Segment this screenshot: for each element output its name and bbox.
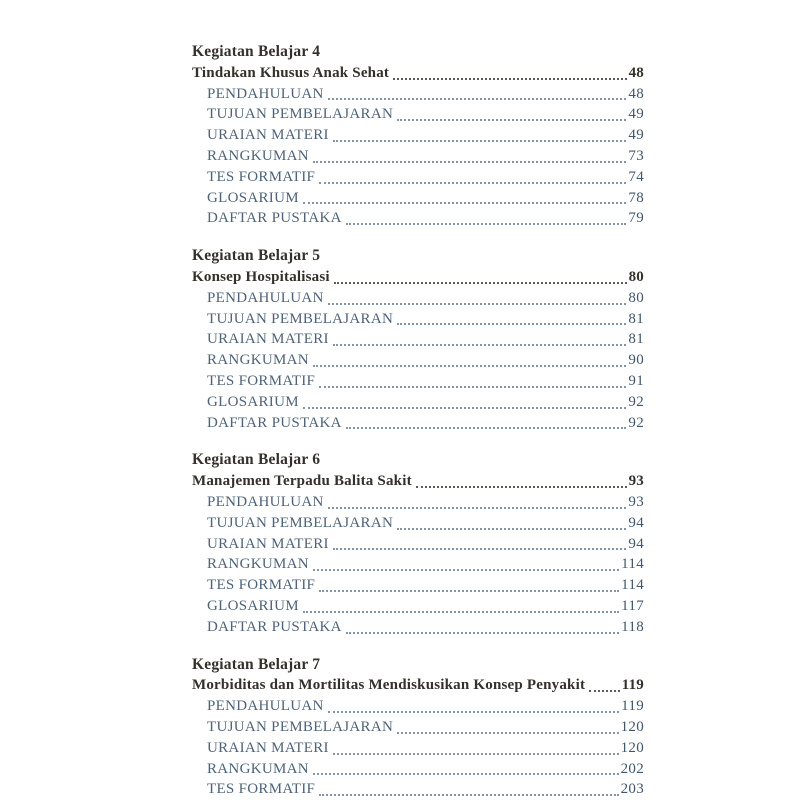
toc-item-page-number: 202 — [620, 760, 644, 777]
toc-item-page-number: 120 — [620, 739, 644, 756]
toc-item-list — [192, 696, 644, 800]
toc-item-label: DAFTAR PUSTAKA — [207, 210, 342, 227]
toc-item-row — [192, 104, 644, 125]
toc-item-page-number: 117 — [621, 597, 644, 614]
toc-item-page-number: 203 — [620, 781, 644, 798]
dot-leader — [397, 732, 618, 734]
dot-leader — [303, 202, 627, 204]
toc-block-heading: Kegiatan Belajar 6 — [192, 451, 321, 469]
toc-block — [192, 42, 644, 229]
toc-chapter-title-row — [192, 675, 644, 696]
dot-leader — [397, 323, 626, 325]
toc-item-label: URAIAN MATERI — [207, 739, 329, 756]
dot-leader — [333, 753, 619, 755]
dot-leader — [333, 344, 627, 346]
toc-item-label: PENDAHULUAN — [207, 289, 324, 306]
toc-block-heading: Kegiatan Belajar 4 — [192, 43, 321, 60]
dot-leader — [328, 98, 627, 100]
toc-item-row — [192, 146, 644, 167]
toc-item-page-number: 120 — [620, 718, 644, 735]
toc-item-row — [192, 309, 644, 330]
dot-leader — [397, 528, 626, 530]
toc-item-label: DAFTAR PUSTAKA — [207, 414, 342, 431]
toc-chapter-page-number: 48 — [628, 64, 644, 81]
dot-leader — [313, 365, 627, 367]
toc-item-label: TES FORMATIF — [207, 168, 316, 185]
toc-block-heading: Kegiatan Belajar 7 — [192, 655, 321, 673]
toc-item-row — [192, 329, 644, 350]
toc-item-page-number: 74 — [628, 168, 644, 185]
toc-item-row — [192, 513, 644, 534]
toc-chapter-title: Manajemen Terpadu Balita Sakit — [192, 473, 412, 490]
toc-item-row — [192, 288, 644, 309]
toc-item-page-number: 48 — [628, 85, 644, 102]
toc-item-label: URAIAN MATERI — [207, 535, 329, 552]
dot-leader — [328, 303, 627, 305]
dot-leader — [393, 78, 626, 80]
dot-leader — [319, 386, 626, 388]
toc-item-label: TUJUAN PEMBELAJARAN — [207, 514, 394, 531]
dot-leader — [416, 486, 627, 488]
toc-item-label: TES FORMATIF — [207, 781, 316, 798]
toc-item-label: PENDAHULUAN — [207, 698, 324, 715]
toc-item-row — [192, 125, 644, 146]
table-of-contents — [192, 42, 644, 800]
toc-item-row — [192, 696, 644, 717]
dot-leader — [333, 548, 627, 550]
toc-chapter-page-number: 93 — [628, 473, 644, 490]
toc-item-label: PENDAHULUAN — [207, 493, 324, 510]
toc-item-list — [192, 288, 644, 434]
toc-item-label: DAFTAR PUSTAKA — [207, 618, 342, 635]
toc-item-page-number: 49 — [628, 127, 644, 144]
toc-item-page-number: 80 — [628, 289, 644, 306]
toc-item-page-number: 92 — [628, 414, 644, 431]
toc-item-label: GLOSARIUM — [207, 597, 299, 614]
toc-item-label: RANGKUMAN — [207, 556, 309, 573]
toc-item-row — [192, 717, 644, 738]
toc-item-page-number: 94 — [628, 535, 644, 552]
toc-item-row — [192, 554, 644, 575]
toc-item-row — [192, 392, 644, 413]
toc-item-label: PENDAHULUAN — [207, 85, 324, 102]
dot-leader — [319, 182, 626, 184]
toc-item-row — [192, 371, 644, 392]
dot-leader — [328, 507, 627, 509]
toc-chapter-page-number: 119 — [621, 677, 644, 694]
toc-item-row — [192, 575, 644, 596]
toc-block — [192, 450, 644, 637]
toc-item-label: TUJUAN PEMBELAJARAN — [207, 106, 394, 123]
dot-leader — [303, 407, 627, 409]
toc-item-row — [192, 188, 644, 209]
toc-item-page-number: 118 — [621, 618, 644, 635]
toc-item-page-number: 49 — [628, 106, 644, 123]
toc-chapter-title: Konsep Hospitalisasi — [192, 268, 330, 285]
toc-item-list — [192, 84, 644, 230]
toc-item-label: URAIAN MATERI — [207, 127, 329, 144]
dot-leader — [328, 711, 620, 713]
toc-item-row — [192, 413, 644, 434]
toc-item-row — [192, 534, 644, 555]
dot-leader — [333, 140, 627, 142]
toc-item-row — [192, 596, 644, 617]
toc-item-label: TES FORMATIF — [207, 372, 316, 389]
toc-item-page-number: 73 — [628, 147, 644, 164]
toc-item-label: URAIAN MATERI — [207, 331, 329, 348]
toc-block — [192, 246, 644, 433]
toc-item-label: RANGKUMAN — [207, 760, 309, 777]
toc-chapter-title-row — [192, 471, 644, 492]
toc-item-page-number: 114 — [621, 577, 644, 594]
dot-leader — [589, 690, 620, 692]
toc-item-row — [192, 617, 644, 638]
dot-leader — [346, 632, 619, 634]
toc-item-page-number: 81 — [628, 331, 644, 348]
toc-item-label: RANGKUMAN — [207, 352, 309, 369]
toc-item-label: TUJUAN PEMBELAJARAN — [207, 718, 394, 735]
toc-chapter-title: Tindakan Khusus Anak Sehat — [192, 64, 390, 81]
toc-item-page-number: 92 — [628, 393, 644, 410]
toc-item-row — [192, 167, 644, 188]
toc-item-row — [192, 779, 644, 800]
toc-block — [192, 655, 644, 800]
toc-item-label: RANGKUMAN — [207, 147, 309, 164]
toc-chapter-title-row — [192, 267, 644, 288]
toc-block-heading: Kegiatan Belajar 5 — [192, 247, 321, 265]
toc-item-row — [192, 350, 644, 371]
toc-item-label: TUJUAN PEMBELAJARAN — [207, 310, 394, 327]
toc-item-list — [192, 492, 644, 638]
dot-leader — [303, 611, 619, 613]
toc-chapter-title-row — [192, 63, 644, 84]
toc-item-page-number: 93 — [628, 493, 644, 510]
toc-item-page-number: 114 — [621, 556, 644, 573]
toc-chapter-page-number: 80 — [628, 268, 644, 285]
toc-item-label: GLOSARIUM — [207, 393, 299, 410]
toc-item-row — [192, 84, 644, 105]
toc-item-label: GLOSARIUM — [207, 189, 299, 206]
toc-item-page-number: 78 — [628, 189, 644, 206]
dot-leader — [313, 773, 619, 775]
dot-leader — [334, 282, 627, 284]
toc-item-page-number: 94 — [628, 514, 644, 531]
toc-item-page-number: 90 — [628, 352, 644, 369]
toc-item-page-number: 91 — [628, 372, 644, 389]
toc-item-label: TES FORMATIF — [207, 577, 316, 594]
dot-leader — [313, 569, 619, 571]
dot-leader — [346, 223, 627, 225]
dot-leader — [397, 119, 626, 121]
toc-item-row — [192, 492, 644, 513]
toc-item-page-number: 79 — [628, 210, 644, 227]
toc-item-row — [192, 738, 644, 759]
toc-item-row — [192, 759, 644, 780]
dot-leader — [313, 161, 627, 163]
dot-leader — [319, 794, 618, 796]
toc-chapter-title: Morbiditas dan Mortilitas Mendiskusikan Konsep Penyakit — [192, 677, 586, 694]
toc-item-page-number: 119 — [621, 698, 644, 715]
toc-item-page-number: 81 — [628, 310, 644, 327]
toc-item-row — [192, 208, 644, 229]
dot-leader — [346, 427, 627, 429]
dot-leader — [319, 590, 619, 592]
